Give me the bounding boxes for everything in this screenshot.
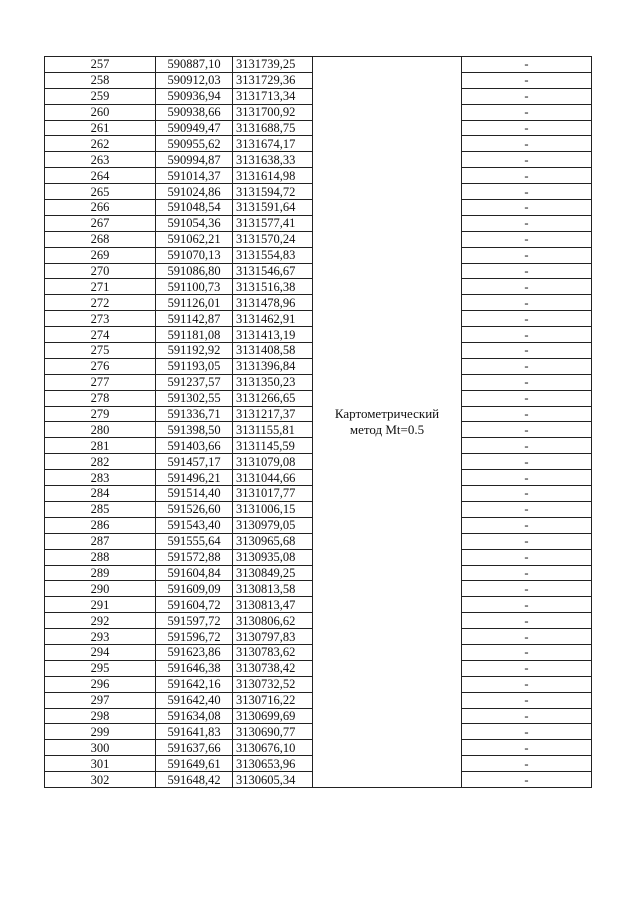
x-coordinate-cell: 591054,36 (156, 215, 233, 231)
accuracy-value-cell: - (462, 549, 592, 565)
point-number-cell: 292 (45, 613, 156, 629)
point-number-cell: 280 (45, 422, 156, 438)
y-coordinate-cell: 3130849,25 (233, 565, 313, 581)
y-coordinate-cell: 3131713,34 (233, 88, 313, 104)
point-number-cell: 302 (45, 772, 156, 788)
x-coordinate-cell: 590955,62 (156, 136, 233, 152)
accuracy-value-cell: - (462, 517, 592, 533)
accuracy-value-cell: - (462, 565, 592, 581)
y-coordinate-cell: 3130732,52 (233, 676, 313, 692)
y-coordinate-cell: 3131674,17 (233, 136, 313, 152)
point-number-cell: 284 (45, 486, 156, 502)
point-number-cell: 270 (45, 263, 156, 279)
x-coordinate-cell: 590994,87 (156, 152, 233, 168)
point-number-cell: 283 (45, 470, 156, 486)
y-coordinate-cell: 3130935,08 (233, 549, 313, 565)
y-coordinate-cell: 3131145,59 (233, 438, 313, 454)
accuracy-value-cell: - (462, 581, 592, 597)
y-coordinate-cell: 3131396,84 (233, 358, 313, 374)
accuracy-value-cell: - (462, 406, 592, 422)
point-number-cell: 293 (45, 629, 156, 645)
x-coordinate-cell: 591014,37 (156, 168, 233, 184)
accuracy-value-cell: - (462, 263, 592, 279)
y-coordinate-cell: 3130738,42 (233, 660, 313, 676)
point-number-cell: 277 (45, 374, 156, 390)
accuracy-value-cell: - (462, 343, 592, 359)
y-coordinate-cell: 3131217,37 (233, 406, 313, 422)
table-row (45, 57, 592, 73)
accuracy-value-cell: - (462, 438, 592, 454)
y-coordinate-cell: 3131577,41 (233, 215, 313, 231)
x-coordinate-cell: 591572,88 (156, 549, 233, 565)
coordinates-table (44, 56, 592, 788)
x-coordinate-cell: 590949,47 (156, 120, 233, 136)
y-coordinate-cell: 3131638,33 (233, 152, 313, 168)
x-coordinate-cell: 591100,73 (156, 279, 233, 295)
accuracy-value-cell: - (462, 724, 592, 740)
accuracy-value-cell: - (462, 57, 592, 73)
accuracy-value-cell: - (462, 629, 592, 645)
y-coordinate-cell: 3130797,83 (233, 629, 313, 645)
accuracy-value-cell: - (462, 136, 592, 152)
accuracy-value-cell: - (462, 390, 592, 406)
accuracy-value-cell: - (462, 168, 592, 184)
method-line-2: метод Mt=0.5 (349, 421, 425, 437)
y-coordinate-cell: 3131516,38 (233, 279, 313, 295)
x-coordinate-cell: 591604,84 (156, 565, 233, 581)
y-coordinate-cell: 3130783,62 (233, 644, 313, 660)
point-number-cell: 269 (45, 247, 156, 263)
point-number-cell: 286 (45, 517, 156, 533)
x-coordinate-cell: 591634,08 (156, 708, 233, 724)
x-coordinate-cell: 591062,21 (156, 231, 233, 247)
point-number-cell: 295 (45, 660, 156, 676)
accuracy-value-cell: - (462, 772, 592, 788)
y-coordinate-cell: 3131079,08 (233, 454, 313, 470)
x-coordinate-cell: 591302,55 (156, 390, 233, 406)
x-coordinate-cell: 591496,21 (156, 470, 233, 486)
method-line-1: Картометрический (334, 405, 440, 421)
point-number-cell: 271 (45, 279, 156, 295)
point-number-cell: 262 (45, 136, 156, 152)
accuracy-value-cell: - (462, 120, 592, 136)
accuracy-value-cell: - (462, 374, 592, 390)
point-number-cell: 263 (45, 152, 156, 168)
point-number-cell: 261 (45, 120, 156, 136)
x-coordinate-cell: 591623,86 (156, 644, 233, 660)
accuracy-value-cell: - (462, 660, 592, 676)
accuracy-value-cell: - (462, 327, 592, 343)
y-coordinate-cell: 3130979,05 (233, 517, 313, 533)
accuracy-value-cell: - (462, 501, 592, 517)
point-number-cell: 267 (45, 215, 156, 231)
accuracy-value-cell: - (462, 422, 592, 438)
x-coordinate-cell: 591596,72 (156, 629, 233, 645)
accuracy-value-cell: - (462, 104, 592, 120)
x-coordinate-cell: 591024,86 (156, 184, 233, 200)
accuracy-value-cell: - (462, 692, 592, 708)
point-number-cell: 275 (45, 343, 156, 359)
accuracy-value-cell: - (462, 756, 592, 772)
point-number-cell: 259 (45, 88, 156, 104)
point-number-cell: 279 (45, 406, 156, 422)
y-coordinate-cell: 3131408,58 (233, 343, 313, 359)
y-coordinate-cell: 3130690,77 (233, 724, 313, 740)
y-coordinate-cell: 3130813,47 (233, 597, 313, 613)
y-coordinate-cell: 3130676,10 (233, 740, 313, 756)
y-coordinate-cell: 3130653,96 (233, 756, 313, 772)
point-number-cell: 287 (45, 533, 156, 549)
y-coordinate-cell: 3131570,24 (233, 231, 313, 247)
y-coordinate-cell: 3130965,68 (233, 533, 313, 549)
x-coordinate-cell: 591604,72 (156, 597, 233, 613)
x-coordinate-cell: 591597,72 (156, 613, 233, 629)
accuracy-value-cell: - (462, 454, 592, 470)
x-coordinate-cell: 591649,61 (156, 756, 233, 772)
x-coordinate-cell: 591646,38 (156, 660, 233, 676)
point-number-cell: 299 (45, 724, 156, 740)
x-coordinate-cell: 591126,01 (156, 295, 233, 311)
x-coordinate-cell: 590912,03 (156, 72, 233, 88)
point-number-cell: 265 (45, 184, 156, 200)
y-coordinate-cell: 3131044,66 (233, 470, 313, 486)
accuracy-value-cell: - (462, 152, 592, 168)
x-coordinate-cell: 591086,80 (156, 263, 233, 279)
accuracy-value-cell: - (462, 486, 592, 502)
coordinates-table-body (45, 57, 592, 788)
point-number-cell: 278 (45, 390, 156, 406)
x-coordinate-cell: 591457,17 (156, 454, 233, 470)
point-number-cell: 297 (45, 692, 156, 708)
x-coordinate-cell: 591555,64 (156, 533, 233, 549)
y-coordinate-cell: 3130605,34 (233, 772, 313, 788)
accuracy-value-cell: - (462, 597, 592, 613)
y-coordinate-cell: 3131546,67 (233, 263, 313, 279)
point-number-cell: 298 (45, 708, 156, 724)
accuracy-value-cell: - (462, 644, 592, 660)
accuracy-value-cell: - (462, 676, 592, 692)
x-coordinate-cell: 591642,16 (156, 676, 233, 692)
accuracy-value-cell: - (462, 200, 592, 216)
y-coordinate-cell: 3131591,64 (233, 200, 313, 216)
y-coordinate-cell: 3131006,15 (233, 501, 313, 517)
y-coordinate-cell: 3131729,36 (233, 72, 313, 88)
point-number-cell: 276 (45, 358, 156, 374)
x-coordinate-cell: 591181,08 (156, 327, 233, 343)
x-coordinate-cell: 591637,66 (156, 740, 233, 756)
x-coordinate-cell: 591192,92 (156, 343, 233, 359)
point-number-cell: 289 (45, 565, 156, 581)
point-number-cell: 257 (45, 57, 156, 73)
point-number-cell: 300 (45, 740, 156, 756)
point-number-cell: 282 (45, 454, 156, 470)
accuracy-value-cell: - (462, 247, 592, 263)
point-number-cell: 268 (45, 231, 156, 247)
accuracy-value-cell: - (462, 295, 592, 311)
x-coordinate-cell: 591193,05 (156, 358, 233, 374)
point-number-cell: 258 (45, 72, 156, 88)
x-coordinate-cell: 591514,40 (156, 486, 233, 502)
x-coordinate-cell: 591641,83 (156, 724, 233, 740)
point-number-cell: 274 (45, 327, 156, 343)
point-number-cell: 288 (45, 549, 156, 565)
accuracy-value-cell: - (462, 708, 592, 724)
y-coordinate-cell: 3131478,96 (233, 295, 313, 311)
y-coordinate-cell: 3131739,25 (233, 57, 313, 73)
x-coordinate-cell: 591403,66 (156, 438, 233, 454)
x-coordinate-cell: 591048,54 (156, 200, 233, 216)
x-coordinate-cell: 591526,60 (156, 501, 233, 517)
point-number-cell: 291 (45, 597, 156, 613)
y-coordinate-cell: 3131554,83 (233, 247, 313, 263)
accuracy-value-cell: - (462, 470, 592, 486)
y-coordinate-cell: 3131614,98 (233, 168, 313, 184)
y-coordinate-cell: 3131413,19 (233, 327, 313, 343)
x-coordinate-cell: 591543,40 (156, 517, 233, 533)
x-coordinate-cell: 591070,13 (156, 247, 233, 263)
x-coordinate-cell: 590936,94 (156, 88, 233, 104)
point-number-cell: 296 (45, 676, 156, 692)
x-coordinate-cell: 591336,71 (156, 406, 233, 422)
point-number-cell: 272 (45, 295, 156, 311)
point-number-cell: 290 (45, 581, 156, 597)
y-coordinate-cell: 3130716,22 (233, 692, 313, 708)
y-coordinate-cell: 3130813,58 (233, 581, 313, 597)
x-coordinate-cell: 591142,87 (156, 311, 233, 327)
point-number-cell: 281 (45, 438, 156, 454)
accuracy-value-cell: - (462, 533, 592, 549)
y-coordinate-cell: 3131462,91 (233, 311, 313, 327)
point-number-cell: 266 (45, 200, 156, 216)
accuracy-value-cell: - (462, 613, 592, 629)
accuracy-value-cell: - (462, 279, 592, 295)
point-number-cell: 264 (45, 168, 156, 184)
y-coordinate-cell: 3130806,62 (233, 613, 313, 629)
accuracy-value-cell: - (462, 215, 592, 231)
y-coordinate-cell: 3131688,75 (233, 120, 313, 136)
x-coordinate-cell: 591648,42 (156, 772, 233, 788)
point-number-cell: 285 (45, 501, 156, 517)
x-coordinate-cell: 590938,66 (156, 104, 233, 120)
x-coordinate-cell: 591609,09 (156, 581, 233, 597)
y-coordinate-cell: 3130699,69 (233, 708, 313, 724)
accuracy-value-cell: - (462, 184, 592, 200)
y-coordinate-cell: 3131700,92 (233, 104, 313, 120)
y-coordinate-cell: 3131594,72 (233, 184, 313, 200)
point-number-cell: 301 (45, 756, 156, 772)
y-coordinate-cell: 3131266,65 (233, 390, 313, 406)
x-coordinate-cell: 591237,57 (156, 374, 233, 390)
accuracy-value-cell: - (462, 72, 592, 88)
y-coordinate-cell: 3131155,81 (233, 422, 313, 438)
accuracy-value-cell: - (462, 740, 592, 756)
accuracy-value-cell: - (462, 231, 592, 247)
accuracy-value-cell: - (462, 311, 592, 327)
method-cell (313, 57, 462, 788)
x-coordinate-cell: 590887,10 (156, 57, 233, 73)
y-coordinate-cell: 3131350,23 (233, 374, 313, 390)
x-coordinate-cell: 591398,50 (156, 422, 233, 438)
accuracy-value-cell: - (462, 88, 592, 104)
point-number-cell: 294 (45, 644, 156, 660)
point-number-cell: 273 (45, 311, 156, 327)
accuracy-value-cell: - (462, 358, 592, 374)
y-coordinate-cell: 3131017,77 (233, 486, 313, 502)
point-number-cell: 260 (45, 104, 156, 120)
x-coordinate-cell: 591642,40 (156, 692, 233, 708)
